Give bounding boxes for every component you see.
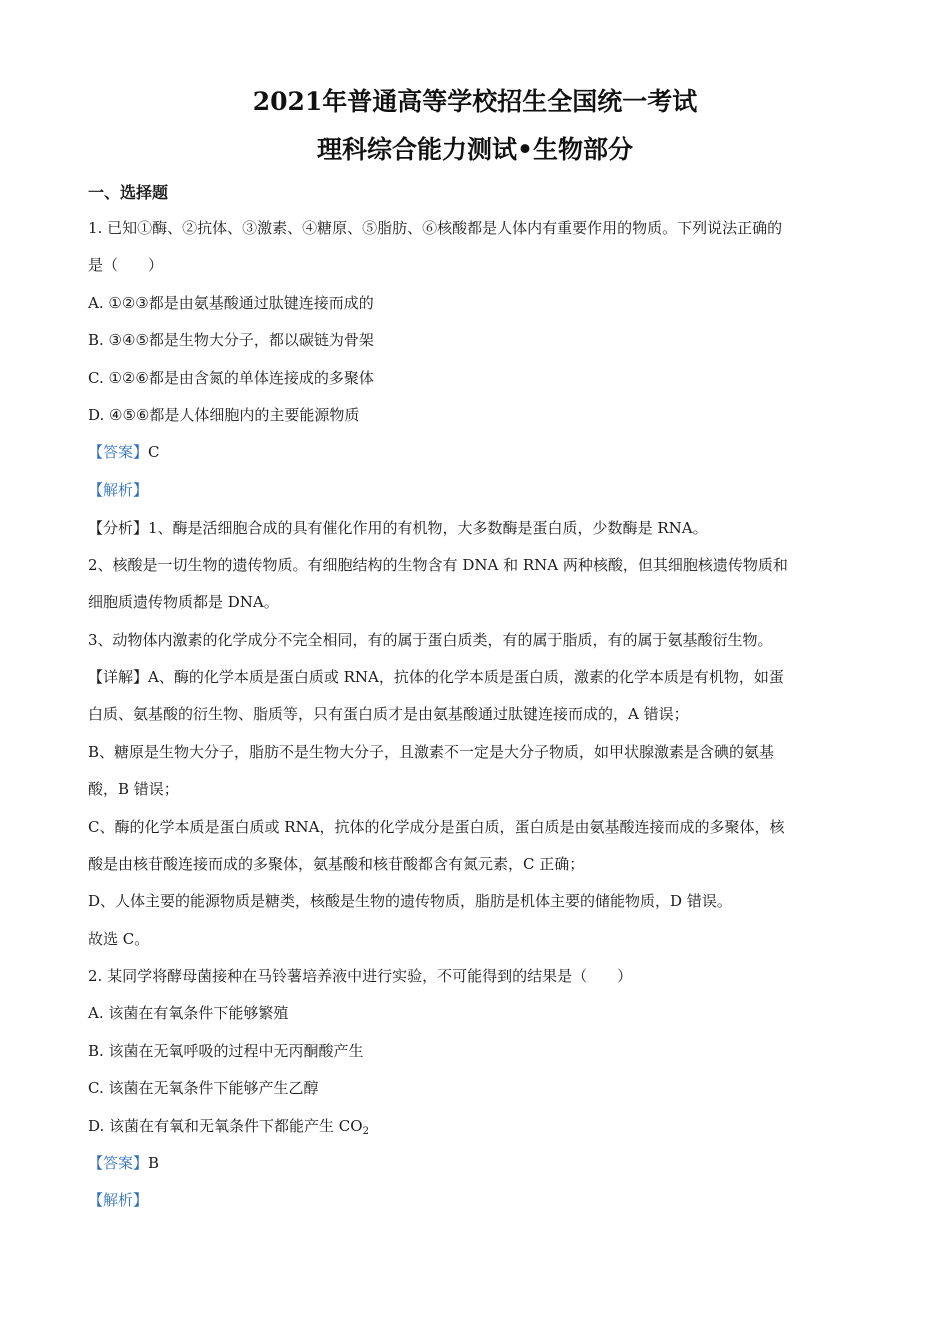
q1-analysis-label: 【解析】 [88, 481, 149, 499]
q1-answer [88, 442, 160, 462]
q1-detail-a2: 白质、氨基酸的衍生物、脂质等，只有蛋白质才是由氨基酸通过肽键连接而成的，A 错误； [88, 705, 689, 723]
q1-point2-line2: 细胞质遗传物质都是 DNA。 [88, 593, 279, 611]
q1-option-b: B. ③④⑤都是生物大分子，都以碳链为骨架 [88, 331, 374, 349]
answer-value: C [148, 443, 160, 461]
q1-option-d: D. ④⑤⑥都是人体细胞内的主要能源物质 [88, 406, 360, 424]
answer-value: B [148, 1154, 160, 1172]
q2-answer [88, 1153, 159, 1173]
q1-conclusion: 故选 C。 [88, 930, 150, 948]
q1-stem-line1: 1. 已知①酶、②抗体、③激素、④糖原、⑤脂肪、⑥核酸都是人体内有重要作用的物质。下列说法正确的 [88, 219, 783, 237]
xiangjie-label: 【详解】 [88, 668, 149, 686]
q1-detail-a1 [88, 667, 784, 687]
q2-analysis-label: 【解析】 [88, 1191, 149, 1209]
q1-detail-c1: C、酶的化学本质是蛋白质或 RNA，抗体的化学成分是蛋白质，蛋白质是由氨基酸连接而成的多聚体，核 [88, 818, 785, 836]
q2-option-d [88, 1116, 369, 1136]
q2-option-a: A. 该菌在有氧条件下能够繁殖 [88, 1004, 289, 1022]
exam-title: 2021年普通高等学校招生全国统一考试 [252, 87, 698, 116]
q1-detail-d: D、人体主要的能源物质是糖类，核酸是生物的遗传物质，脂肪是机体主要的储能物质，D 错误。 [88, 892, 732, 910]
q1-detail-b1: B、糖原是生物大分子，脂肪不是生物大分子，且激素不一定是大分子物质，如甲状腺激素是含碘的氨基 [88, 743, 775, 761]
q1-detail-c2: 酸是由核苷酸连接而成的多聚体，氨基酸和核苷酸都含有氮元素，C 正确； [88, 855, 585, 873]
q1-point2-line1: 2、核酸是一切生物的遗传物质。有细胞结构的生物含有 DNA 和 RNA 两种核酸，但其细胞核遗传物质和 [88, 556, 788, 574]
q1-option-a: A. ①②③都是由氨基酸通过肽键连接而成的 [88, 294, 374, 312]
q2-option-c: C. 该菌在无氧条件下能够产生乙醇 [88, 1079, 319, 1097]
fenxi-text: 1、酶是活细胞合成的具有催化作用的有机物，大多数酶是蛋白质，少数酶是 RNA。 [148, 519, 708, 537]
q2-stem: 2. 某同学将酵母菌接种在马铃薯培养液中进行实验，不可能得到的结果是（ ） [88, 967, 633, 985]
answer-label: 【答案】 [88, 443, 149, 461]
q1-point3: 3、动物体内激素的化学成分不完全相同，有的属于蛋白质类，有的属于脂质，有的属于氨基酸衍生物。 [88, 631, 773, 649]
q2-option-d-text: D. 该菌在有氧和无氧条件下都能产生 CO [88, 1117, 363, 1135]
fenxi-label: 【分析】 [88, 519, 149, 537]
q1-fenxi [88, 518, 708, 538]
detail-a1-text: A、酶的化学本质是蛋白质或 RNA，抗体的化学本质是蛋白质，激素的化学本质是有机物，如蛋 [148, 668, 784, 686]
q1-stem-line2: 是（ ） [88, 256, 164, 274]
section-heading: 一、选择题 [88, 183, 169, 202]
answer-label: 【答案】 [88, 1154, 149, 1172]
q2-option-d-subscript: 2 [362, 1126, 369, 1137]
exam-subtitle: 理科综合能力测试•生物部分 [317, 135, 633, 164]
q2-option-b: B. 该菌在无氧呼吸的过程中无丙酮酸产生 [88, 1042, 364, 1060]
q1-detail-b2: 酸，B 错误； [88, 780, 179, 798]
q1-option-c: C. ①②⑥都是由含氮的单体连接成的多聚体 [88, 369, 374, 387]
